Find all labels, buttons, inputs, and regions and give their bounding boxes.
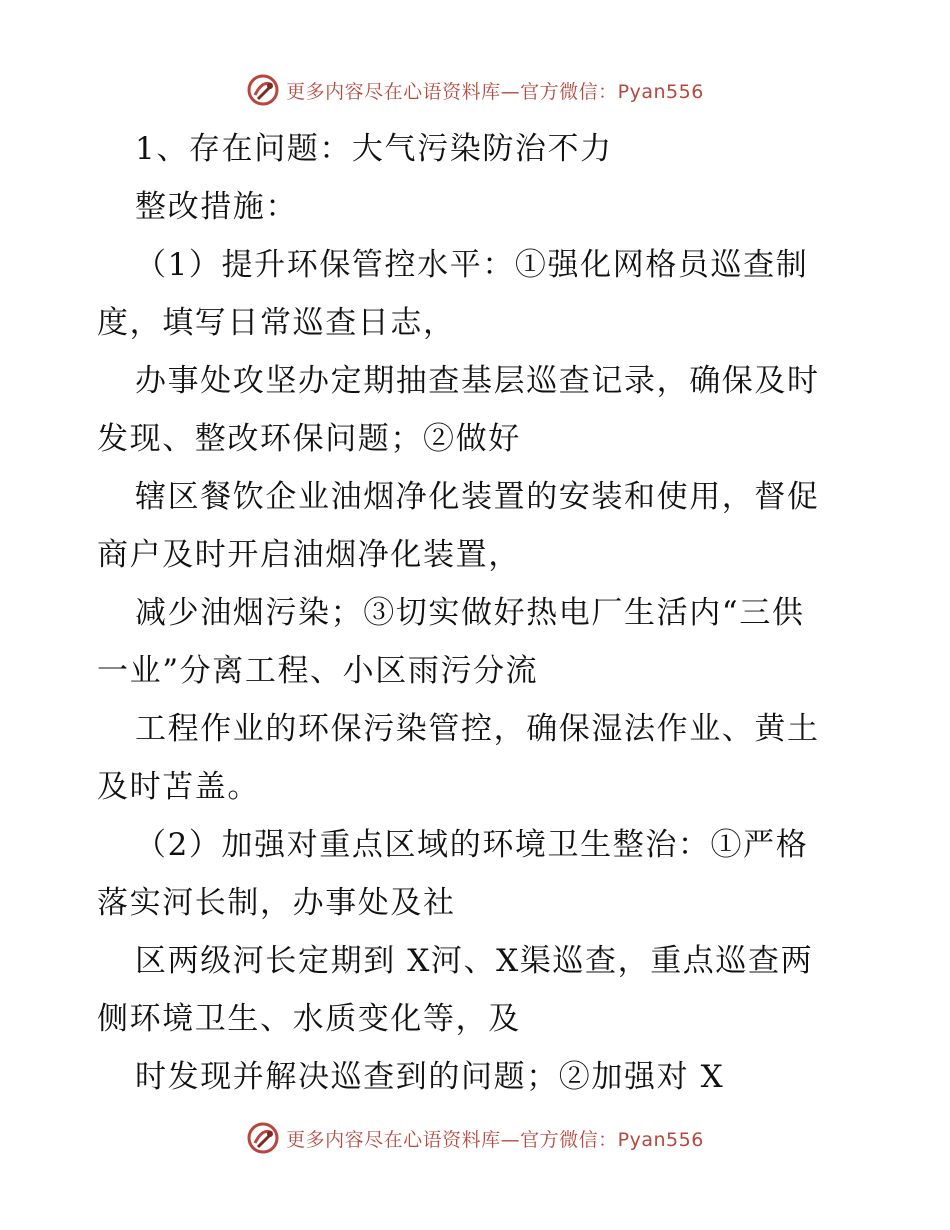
- text-line: 工程作业的环保污染管控，确保湿法作业、黄土: [135, 711, 820, 747]
- document-body: [97, 120, 857, 1106]
- text-line: 商户及时开启油烟净化装置，: [97, 537, 521, 573]
- brand-logo-icon: [246, 1121, 280, 1155]
- text-line: 发现、整改环保问题；②做好: [97, 421, 521, 457]
- text-line: 度，填写日常巡查日志，: [97, 305, 456, 341]
- text-line: 办事处攻坚办定期抽查基层巡查记录，确保及时: [135, 363, 820, 399]
- text-line: 区两级河长定期到 X河、X渠巡查，重点巡查两: [135, 943, 814, 979]
- text-line: 1、存在问题：大气污染防治不力: [135, 131, 613, 167]
- text-line: 辖区餐饮企业油烟净化装置的安装和使用，督促: [135, 479, 820, 515]
- text-line: 整改措施：: [135, 189, 298, 225]
- text-line: 时发现并解决巡查到的问题；②加强对 X: [135, 1059, 725, 1095]
- text-line: 落实河长制，办事处及社: [97, 885, 456, 921]
- text-line: 减少油烟污染；③切实做好热电厂生活内“三供: [135, 595, 805, 631]
- text-line: 及时苫盖。: [97, 769, 260, 805]
- text-line: 侧环境卫生、水质变化等，及: [97, 1001, 521, 1037]
- text-line: （2）加强对重点区域的环境卫生整治：①严格: [135, 827, 809, 863]
- text-line: 一业”分离工程、小区雨污分流: [97, 653, 539, 689]
- brand-logo-icon: [246, 73, 280, 107]
- footer-banner-text: 更多内容尽在心语资料库—官方微信：Pyan556: [286, 1128, 704, 1151]
- text-line: （1）提升环保管控水平：①强化网格员巡查制: [135, 247, 809, 283]
- header-banner: [0, 70, 950, 110]
- header-banner-text: 更多内容尽在心语资料库—官方微信：Pyan556: [286, 80, 704, 103]
- footer-banner: [0, 1118, 950, 1158]
